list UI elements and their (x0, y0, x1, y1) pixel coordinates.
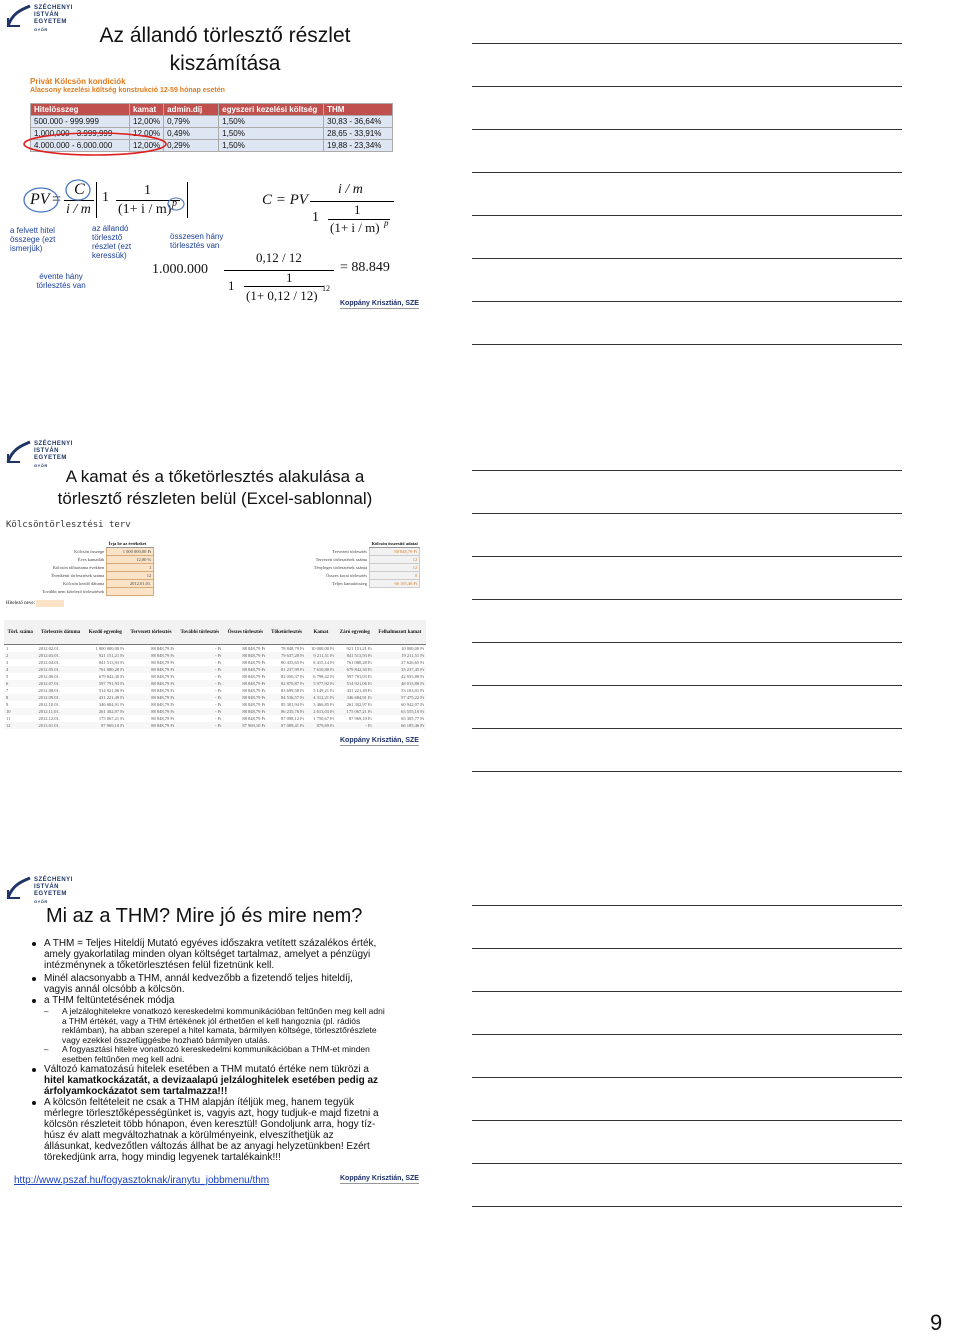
university-logo: SZÉCHENYI ISTVÁN EGYETEM GYŐR (6, 4, 76, 30)
table-cell: 8 415,14 Ft (313, 660, 334, 665)
table-cell: - Ft (215, 716, 222, 721)
table-cell: 82 870,87 Ft (281, 681, 304, 686)
table-cell: 2012.04.01. (38, 660, 60, 665)
header-cell: egyszeri kezelési költség (219, 104, 324, 116)
table-cell: 431 221,49 Ft (98, 695, 125, 700)
column-header: Összes törlesztés (223, 620, 267, 645)
input-row: Évenkénti törlesztések száma 12 (40, 572, 154, 580)
column-header: Kamat (306, 620, 336, 645)
table-cell: 88 848,79 Ft (242, 681, 266, 686)
table-cell: 4 312,21 Ft (313, 695, 334, 700)
table-cell: 88 848,79 Ft (151, 723, 175, 728)
table-cell: 11 (6, 716, 11, 721)
table-cell: 9 211,51 Ft (313, 653, 334, 658)
formula2-lhs: C = PV (262, 192, 308, 208)
table-cell: 57 475,22 Ft (401, 695, 424, 700)
table-cell: 35 237,45 Ft (401, 667, 424, 672)
table-cell: 3 (6, 660, 9, 665)
input-cell[interactable]: 12,00 % (107, 556, 154, 564)
table-cell: 841 513,93 Ft (98, 660, 125, 665)
table-cell: - Ft (215, 660, 222, 665)
table-cell: 88 848,79 Ft (242, 695, 266, 700)
summary-row: Teljes kamatösszeg 66 185,46 Ft (270, 580, 420, 588)
conditions-title: Privát Kölcsön kondíciók (30, 77, 126, 86)
header-cell: THM (324, 104, 393, 116)
table-cell: 60 942,07 Ft (401, 702, 424, 707)
table-cell: 879,69 Ft (316, 723, 334, 728)
table-cell: 27 626,65 Ft (401, 660, 424, 665)
formula-one-top: 1 (144, 183, 151, 198)
table-cell: 88 848,79 Ft (151, 667, 175, 672)
university-logo-icon (6, 440, 32, 464)
table-cell: 679 842,30 Ft (98, 674, 125, 679)
university-logo-icon (6, 876, 32, 900)
p-note: összesen hány törlesztés van (170, 232, 224, 250)
table-cell: 78 848,79 Ft (281, 646, 304, 651)
table-cell: 3 466,85 Ft (313, 702, 334, 707)
input-row: Kölcsön összege 1 000 000,00 Ft (40, 548, 154, 556)
summary-header: Kölcsön összesítő adatai (371, 541, 418, 546)
table-cell: - Ft (215, 674, 222, 679)
bullet-thm-lower: Minél alacsonyabb a THM, annál kedvezőbb a fizetendő teljes hiteldíj, vagyis annál olcsóbb a kölcsön. (44, 973, 353, 995)
table-cell: 12 (6, 723, 11, 728)
table-cell: 88 848,79 Ft (242, 646, 266, 651)
table-cell: 79 637,28 Ft (281, 653, 304, 658)
m-note: évente hány törlesztés van (36, 272, 86, 290)
table-row (4, 722, 426, 729)
table-cell: 2012.12.01. (38, 716, 60, 721)
table-cell: 86 235,76 Ft (281, 709, 304, 714)
p-circle (166, 196, 186, 212)
table-cell: 5 149,21 Ft (313, 688, 334, 693)
table-cell: 2012.02.01. (38, 646, 60, 651)
table-cell: 2012.05.01. (38, 667, 60, 672)
author-credit: Koppány Krisztián, SZE (340, 737, 419, 744)
sub-bullet-consumer: A fogyasztási hitelre vonatkozó kereskedelmi kommunikációban a THM-et minden esetben feltűnően meg kell adni. (62, 1044, 370, 1064)
table-cell: 2012.11.01. (38, 709, 60, 714)
slide3-title: Mi az a THM? Mire jó és mire nem? (46, 905, 363, 927)
table-cell: - Ft (215, 667, 222, 672)
input-cell[interactable] (107, 588, 154, 596)
table-cell: 9 (6, 702, 9, 707)
table-cell: - Ft (215, 688, 222, 693)
table-cell: 88 848,79 Ft (242, 660, 266, 665)
summary-row: Tényleges törlesztések száma 12 (270, 564, 420, 572)
table-row: 500.000 - 999.999 12,00% 0,79% 1,50% 30,83 - 36,64% (31, 116, 393, 128)
table-row (4, 708, 426, 715)
university-logo-icon (6, 4, 32, 28)
table-cell: - Ft (215, 653, 222, 658)
table-cell: 88 848,79 Ft (151, 688, 175, 693)
calc-denominator: (1+ 0,12 / 12) (246, 288, 318, 303)
table-cell: 431 221,49 Ft (346, 688, 372, 693)
calc-amount: 1.000.000 (152, 262, 208, 277)
table-cell: 175 067,21 Ft (98, 716, 125, 721)
university-logo: SZÉCHENYI ISTVÁN EGYETEM GYŐR (6, 440, 76, 466)
calc-one-top: 1 (286, 270, 293, 285)
table-row: 4.000.000 - 6.000.000 12,00% 0,29% 1,50% 19,88 - 23,34% (31, 140, 393, 152)
column-header: További törlesztés (176, 620, 223, 645)
pszaf-link[interactable]: http://www.pszaf.hu/fogyasztoknak/iranytu_jobbmenu/thm (14, 1175, 270, 1186)
table-cell: 82 050,37 Ft (281, 674, 304, 679)
table-cell: 88 848,79 Ft (151, 653, 175, 658)
table-cell: - Ft (365, 723, 372, 728)
table-cell: 597 791,93 Ft (98, 681, 125, 686)
table-row (4, 687, 426, 694)
summary-row: Tervezett törlesztések száma 12 (270, 556, 420, 564)
table-cell: 66 185,46 Ft (401, 723, 424, 728)
formula-pv: PV (30, 191, 50, 208)
table-cell: 88 848,79 Ft (151, 702, 175, 707)
input-table (40, 540, 154, 596)
table-cell: 597 791,93 Ft (346, 674, 372, 679)
summary-row: Összes korai törlesztés 0 (270, 572, 420, 580)
table-cell: 2013.01.01. (38, 723, 60, 728)
author-credit: Koppány Krisztián, SZE (340, 300, 419, 307)
table-cell: 921 151,21 Ft (346, 646, 372, 651)
input-row: Éves kamatláb 12,00 % (40, 556, 154, 564)
table-cell: 841 513,93 Ft (346, 653, 372, 658)
table-cell: 7 610,80 Ft (313, 667, 334, 672)
table-row (4, 715, 426, 722)
formula-exponent-p: p (172, 198, 177, 209)
input-cell[interactable]: 1 (107, 564, 154, 572)
table-cell: 88 848,79 Ft (242, 688, 266, 693)
column-header: Tervezett törlesztés (126, 620, 176, 645)
table-cell: 48 013,80 Ft (401, 681, 424, 686)
table-cell: 63 555,10 Ft (401, 709, 424, 714)
summary-table (270, 540, 420, 588)
sub-bullet-mortgage: A jelzáloghitelekre vonatkozó kereskedelmi kommunikációban feltűnően meg kell adni a THM értékét, vagy a THM értékének jól érthetően el kell hangoznia (pl. rádiós reklámban), ha abban szerepel a hitel kamata, bármilyen költsége, törlesztőrészlete vagy ezekkel összefüggésbe hozható bármilyen utalás. (62, 1006, 385, 1045)
table-cell: 88 848,79 Ft (151, 674, 175, 679)
input-row: További nem kötelező törlesztések (40, 588, 154, 596)
table-cell: 88 848,79 Ft (242, 674, 266, 679)
calc-numerator: 0,12 / 12 (256, 250, 302, 265)
table-cell: 87 969,10 Ft (242, 723, 266, 728)
table-cell: 346 684,91 Ft (346, 695, 372, 700)
university-logo: SZÉCHENYI ISTVÁN EGYETEM GYŐR (6, 876, 76, 902)
table-cell: 88 848,79 Ft (151, 660, 175, 665)
input-cell[interactable]: 12 (107, 572, 154, 580)
pv-circle (22, 186, 60, 214)
table-cell: 53 163,01 Ft (401, 688, 424, 693)
table-row (4, 694, 426, 701)
table-cell: 261 302,97 Ft (98, 709, 125, 714)
table-cell: 2012.10.01. (38, 702, 60, 707)
page-number: 9 (930, 1310, 943, 1335)
table-row (4, 652, 426, 659)
table-cell: 87 089,41 Ft (281, 723, 304, 728)
table-cell: 6 (6, 681, 9, 686)
lender-label: Hitelező neve: (6, 601, 36, 606)
column-header: Tőketörlesztés (267, 620, 306, 645)
table-cell: 42 035,88 Ft (401, 674, 424, 679)
input-header: Írja be az értékeket (107, 540, 154, 548)
table-cell: 4 (6, 667, 9, 672)
table-cell: 2012.06.01. (38, 674, 60, 679)
summary-row: Tervezett törlesztés 88 848,79 Ft (270, 548, 420, 556)
table-cell: 88 848,79 Ft (242, 709, 266, 714)
table-cell: 761 080,28 Ft (346, 660, 372, 665)
pv-note: a felvett hitel összege (ezt ismerjük) (10, 226, 56, 253)
table-cell: 88 848,79 Ft (151, 709, 175, 714)
column-header: Záró egyenleg (336, 620, 374, 645)
table-cell: 87 969,10 Ft (101, 723, 125, 728)
table-cell: 8 (6, 695, 9, 700)
table-row (4, 666, 426, 673)
table-cell: 10 (6, 709, 11, 714)
bullet-thm-definition: A THM = Teljes Hiteldíj Mutató egyéves időszakra vetített százalékos érték, amely gyakorlatilag minden olyan költséget tartalmaz, amelyet a pénzügyi intézménynek a tőketörlesztésen felül fizetnünk kell. (44, 938, 377, 971)
table-cell: 87 098,12 Ft (281, 716, 304, 721)
table-cell: 6 798,42 Ft (313, 674, 334, 679)
table-cell: 2 (6, 653, 9, 658)
table-cell: 2 613,03 Ft (313, 709, 334, 714)
formula-i-m: i / m (66, 202, 91, 217)
table-row (4, 645, 426, 653)
table-cell: 88 848,79 Ft (242, 667, 266, 672)
table-cell: 514 921,06 Ft (346, 681, 372, 686)
table-cell: 2012.08.01. (38, 688, 60, 693)
table-cell: - Ft (215, 709, 222, 714)
schedule-table (4, 620, 426, 729)
formula2-one: 1 (312, 210, 319, 225)
table-cell: 175 067,21 Ft (346, 709, 372, 714)
table-cell: - Ft (215, 695, 222, 700)
table-row: 1,000,000 - 3.999,999 12,00% 0,49% 1,50% 28,65 - 33,91% (31, 128, 393, 140)
table-cell: 2012.07.01. (38, 681, 60, 686)
table-cell: 88 848,79 Ft (151, 646, 175, 651)
input-row: Kölcsön időtartama években 1 (40, 564, 154, 572)
table-cell: 2012.09.01. (38, 695, 60, 700)
table-cell: 88 848,79 Ft (242, 653, 266, 658)
table-cell: 1 000 000,00 Ft (95, 646, 125, 651)
table-cell: 88 848,79 Ft (242, 716, 266, 721)
table-cell: 2012.03.01. (38, 653, 60, 658)
header-cell: kamat (130, 104, 164, 116)
formula2-one-top: 1 (354, 202, 361, 217)
table-cell: 346 684,91 Ft (98, 702, 125, 707)
bullet-thm-display: a THM feltüntetésének módja (44, 995, 175, 1006)
table-cell: 85 381,94 Ft (281, 702, 304, 707)
c-circle (64, 178, 92, 202)
table-row (4, 680, 426, 687)
table-cell: 83 699,58 Ft (281, 688, 304, 693)
table-cell: 88 848,79 Ft (151, 716, 175, 721)
table-cell: 514 921,06 Ft (98, 688, 125, 693)
formula2-exponent: p (384, 218, 389, 228)
slide1-title: Az állandó törlesztő részlet kiszámítása (99, 24, 351, 75)
input-cell[interactable]: 1 000 000,00 Ft (107, 548, 154, 556)
bullet-repayment-capacity: A kölcsön feltételeit ne csak a THM alapján ítéljük meg, hanem tegyük mérlegre törlesztőképességünket is, vagyis azt, hogy tudjuk-e majd fizetni a kölcsön részleteit több hónapon, éven keresztül! Gondoljunk arra, hogy tíz- húsz év alatt megváltozhatnak a körülményeink, elveszíthetjük az állásunkat, kedvezőtlen változás állhat be az anyagi helyzetünkben! Ezért törekedjünk arra, hogy mindig legyenek tartalékaink!!! (44, 1097, 379, 1163)
table-cell: 87 969,10 Ft (348, 716, 372, 721)
table-cell: 84 536,57 Ft (281, 695, 304, 700)
table-cell: 65 305,77 Ft (401, 716, 424, 721)
table-cell: 761 080,28 Ft (98, 667, 125, 672)
table-cell: 1 (6, 646, 9, 651)
fraction-line (244, 286, 324, 287)
table-cell: 7 (6, 688, 9, 693)
input-row: Kölcsön kezdő dátuma 2012.01.01. (40, 580, 154, 588)
header-cell: Hitelösszeg (31, 104, 130, 116)
table-cell: 5 (6, 674, 9, 679)
bullet-variable-rate: Változó kamatozású hitelek esetében a THM mutató értéke nem tükrözi a hitel kamatkockázatát, a devizaalapú jelzáloghitelek esetében pedig az árfolyamkockázatot sem tartalmazza!!! (44, 1064, 379, 1097)
column-header: Kezdő egyenleg (85, 620, 126, 645)
table-cell: 88 848,79 Ft (151, 695, 175, 700)
table-cell: - Ft (215, 723, 222, 728)
table-cell: 88 848,79 Ft (242, 702, 266, 707)
table-cell: 19 211,51 Ft (401, 653, 424, 658)
formula-denominator: (1+ i / m) (118, 202, 172, 217)
formula2-denominator: (1+ i / m) (330, 220, 380, 235)
table-cell: 921 151,21 Ft (98, 653, 125, 658)
slide2-title: A kamat és a tőketörlesztés alakulása a törlesztő részleten belül (Excel-sablonnal) (57, 467, 373, 508)
table-cell: 10 000,00 Ft (310, 646, 334, 651)
c-note: az állandó törlesztő részlet (ezt keressük) (92, 224, 132, 260)
table-row (4, 701, 426, 708)
column-header: Törlesztés dátuma (37, 620, 85, 645)
author-credit: Koppány Krisztián, SZE (340, 1175, 419, 1182)
input-cell[interactable]: 2012.01.01. (107, 580, 154, 588)
table-cell: 261 302,97 Ft (346, 702, 372, 707)
formula-c: C (74, 181, 85, 198)
sheet-title: Kölcsöntörlesztési terv (6, 520, 131, 530)
calc-result: = 88.849 (340, 260, 390, 275)
table-cell: - Ft (215, 702, 222, 707)
table-cell: 81 237,99 Ft (281, 667, 304, 672)
fraction-line (224, 270, 334, 271)
formula-eq: = (52, 191, 62, 208)
lender-input[interactable] (36, 600, 64, 607)
table-cell: 1 750,67 Ft (313, 716, 334, 721)
table-cell: - Ft (215, 646, 222, 651)
table-row (4, 673, 426, 680)
conditions-subtitle: Alacsony kezelési költség konstrukció 12-59 hónap esetén (30, 87, 225, 94)
formula2-numerator: i / m (338, 182, 363, 197)
fraction-line (310, 201, 394, 202)
table-cell: 80 433,65 Ft (281, 660, 304, 665)
highlight-ellipse (22, 131, 168, 157)
column-header: Felhalmozott kamat (374, 620, 426, 645)
table-cell: 5 977,92 Ft (313, 681, 334, 686)
calc-exponent: 12 (322, 284, 330, 293)
table-cell: - Ft (215, 681, 222, 686)
calc-one: 1 (228, 278, 235, 293)
formula-one: 1 (102, 190, 109, 205)
column-header: Törl. száma (4, 620, 37, 645)
header-cell: admin.díj (164, 104, 219, 116)
table-cell: 679 842,30 Ft (346, 667, 372, 672)
table-cell: 88 848,79 Ft (151, 681, 175, 686)
table-row (4, 659, 426, 666)
table-cell: 10 000,00 Ft (401, 646, 424, 651)
